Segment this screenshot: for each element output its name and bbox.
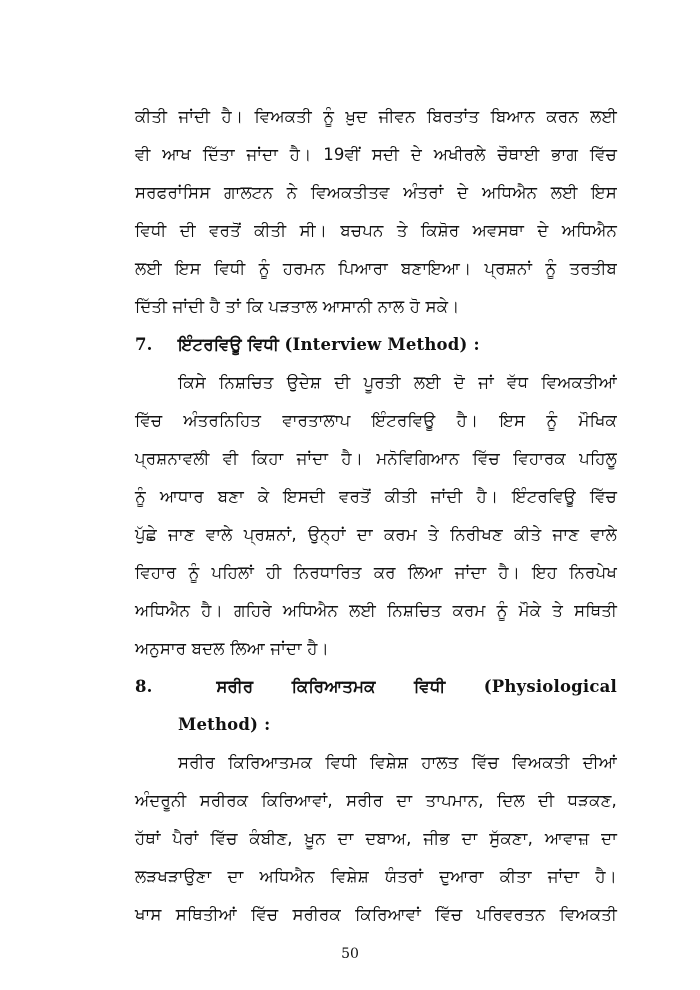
text-line: ਨੂੰ ਆਧਾਰ ਬਣਾ ਕੇ ਇਸਦੀ ਵਰਤੋਂ ਕੀਤੀ ਜਾਂਦੀ ਹੈ। ਇੰਟਰਵਿਊ ਵਿੱਚ xyxy=(135,487,617,506)
text-line: ਪੁੱਛੇ ਜਾਣ ਵਾਲੇ ਪ੍ਰਸ਼ਨਾਂ, ਉਨ੍ਹਾਂ ਦਾ ਕਰਮ ਤੇ ਨਿਰੀਖਣ ਕੀਤੇ ਜਾਣ ਵਾਲੇ xyxy=(135,525,617,544)
text-line: ਪ੍ਰਸ਼ਨਾਵਲੀ ਵੀ ਕਿਹਾ ਜਾਂਦਾ ਹੈ। ਮਨੋਵਿਗਿਆਨ ਵਿੱਚ ਵਿਹਾਰਕ ਪਹਿਲੂ xyxy=(135,449,617,468)
section-title-word: ਕਿਰਿਆਤਮਕ xyxy=(291,677,376,696)
text-line: ਕੀਤੀ ਜਾਂਦੀ ਹੈ। ਵਿਅਕਤੀ ਨੂੰ ਖ਼ੁਦ ਜੀਵਨ ਬਿਰਤਾਂਤ ਬਿਆਨ ਕਰਨ ਲਈ xyxy=(135,107,617,126)
text-line: ਦਿੱਤੀ ਜਾਂਦੀ ਹੈ ਤਾਂ ਕਿ ਪੜਤਾਲ ਆਸਾਨੀ ਨਾਲ ਹੋ ਸਕੇ। xyxy=(135,297,460,316)
section-title-punjabi: ਇੰਟਰਵਿਊ ਵਿਧੀ xyxy=(178,335,280,354)
page-number: 50 xyxy=(341,946,359,962)
text-line: ਅਧਿਐਨ ਹੈ। ਗਹਿਰੇ ਅਧਿਐਨ ਲਈ ਨਿਸ਼ਚਿਤ ਕਰਮ ਨੂੰ ਮੌਕੇ ਤੇ ਸਥਿਤੀ xyxy=(135,601,617,620)
section-title-english: (Interview Method) xyxy=(284,335,468,354)
text-line: ਸਰਫਰਾਂਸਿਸ ਗਾਲਟਨ ਨੇ ਵਿਅਕਤੀਤਵ ਅੰਤਰਾਂ ਦੇ ਅਧਿਐਨ ਲਈ ਇਸ xyxy=(135,183,617,202)
text-line: ਅੰਦਰੂਨੀ ਸਰੀਰਕ ਕਿਰਿਆਵਾਂ, ਸਰੀਰ ਦਾ ਤਾਪਮਾਨ, ਦਿਲ ਦੀ ਧੜਕਣ, xyxy=(135,791,617,810)
section-7-heading xyxy=(135,334,617,356)
section-colon: : xyxy=(467,335,480,354)
text-line: ਵੀ ਆਖ ਦਿੱਤਾ ਜਾਂਦਾ ਹੈ। 19ਵੀਂ ਸਦੀ ਦੇ ਅਖੀਰਲੇ ਚੌਥਾਈ ਭਾਗ ਵਿੱਚ xyxy=(135,145,617,164)
section-title-word: ਵਿਧੀ xyxy=(413,677,446,696)
section-number: 7. xyxy=(135,335,153,354)
text-line: ਲਈ ਇਸ ਵਿਧੀ ਨੂੰ ਹਰਮਨ ਪਿਆਰਾ ਬਣਾਇਆ। ਪ੍ਰਸ਼ਨਾਂ ਨੂੰ ਤਰਤੀਬ xyxy=(135,259,617,278)
section-8-heading-cont xyxy=(178,714,660,736)
text-line: ਵਿਧੀ ਦੀ ਵਰਤੋਂ ਕੀਤੀ ਸੀ। ਬਚਪਨ ਤੇ ਕਿਸ਼ੋਰ ਅਵਸਥਾ ਦੇ ਅਧਿਐਨ xyxy=(135,221,617,240)
text-line: ਅਨੁਸਾਰ ਬਦਲ ਲਿਆ ਜਾਂਦਾ ਹੈ। xyxy=(135,639,329,658)
text-line: ਵਿੱਚ ਅੰਤਰਨਿਹਿਤ ਵਾਰਤਾਲਾਪ ਇੰਟਰਵਿਊ ਹੈ। ਇਸ ਨੂੰ ਮੌਖਿਕ xyxy=(135,411,617,430)
text-line: ਸਰੀਰ ਕਿਰਿਆਤਮਕ ਵਿਧੀ ਵਿਸ਼ੇਸ਼ ਹਾਲਤ ਵਿੱਚ ਵਿਅਕਤੀ ਦੀਆਂ xyxy=(178,753,617,772)
section-title-word: ਸਰੀਰ xyxy=(216,677,254,696)
section-title-english: Method) xyxy=(178,715,259,734)
text-line: ਕਿਸੇ ਨਿਸ਼ਚਿਤ ਉਦੇਸ਼ ਦੀ ਪੂਰਤੀ ਲਈ ਦੋ ਜਾਂ ਵੱਧ ਵਿਅਕਤੀਆਂ xyxy=(178,373,617,392)
text-line: ਖਾਸ ਸਥਿਤੀਆਂ ਵਿੱਚ ਸਰੀਰਕ ਕਿਰਿਆਵਾਂ ਵਿੱਚ ਪਰਿਵਰਤਨ ਵਿਅਕਤੀ xyxy=(135,905,617,924)
section-8-heading xyxy=(135,676,617,698)
text-line: ਹੱਥਾਂ ਪੈਰਾਂ ਵਿੱਚ ਕੰਬੀਣ, ਖ਼ੂਨ ਦਾ ਦਬਾਅ, ਜੀਭ ਦਾ ਸੁੱਕਣਾ, ਆਵਾਜ਼ ਦਾ xyxy=(135,829,617,848)
section-title-english: (Physiological xyxy=(483,677,617,696)
section-colon: : xyxy=(258,715,271,734)
text-line: ਵਿਹਾਰ ਨੂੰ ਪਹਿਲਾਂ ਹੀ ਨਿਰਧਾਰਿਤ ਕਰ ਲਿਆ ਜਾਂਦਾ ਹੈ। ਇਹ ਨਿਰਪੇਖ xyxy=(135,563,617,582)
text-line: ਲੜਖੜਾਉਣਾ ਦਾ ਅਧਿਐਨ ਵਿਸ਼ੇਸ਼ ਯੰਤਰਾਂ ਦੁਆਰਾ ਕੀਤਾ ਜਾਂਦਾ ਹੈ। xyxy=(135,867,617,886)
section-number: 8. xyxy=(135,677,153,696)
